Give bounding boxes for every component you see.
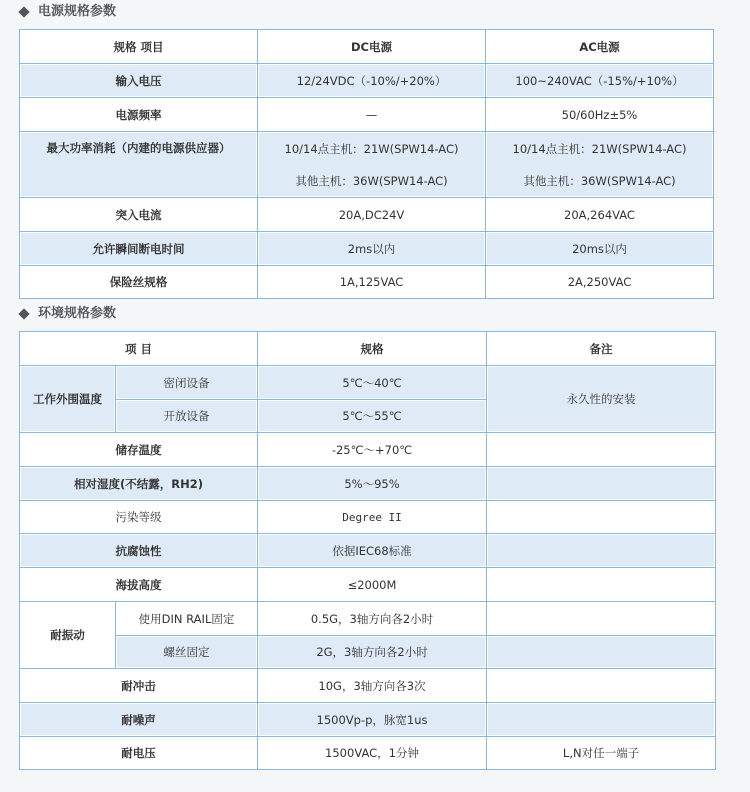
header-cell: 项 目	[20, 332, 258, 366]
table-row	[20, 501, 716, 534]
spec-value: ≤2000M	[258, 568, 487, 602]
sub-label: 密闭设备	[116, 366, 258, 400]
row-label: 最大功率消耗（内建的电源供应器）	[20, 132, 258, 198]
row-label: 工作外围温度	[20, 366, 116, 433]
spec-value: 依据IEC68标准	[258, 534, 487, 568]
ac-value: 50/60Hz±5%	[486, 98, 714, 132]
spec-value: 10G，3轴方向各3次	[258, 669, 487, 703]
table-row	[20, 198, 714, 232]
dc-value: 2ms以内	[258, 232, 486, 266]
env-spec-table	[19, 331, 716, 770]
table-row	[20, 64, 714, 98]
table-row	[20, 602, 716, 636]
spec-value: Degree II	[258, 501, 487, 534]
row-label: 耐噪声	[20, 703, 258, 737]
dc-value: 12/24VDC（-10%/+20%）	[258, 64, 486, 98]
dc-value: 1A,125VAC	[258, 266, 486, 299]
row-label: 海拔高度	[20, 568, 258, 602]
note-value: 永久性的安装	[487, 366, 716, 433]
row-label: 输入电压	[20, 64, 258, 98]
table-row	[20, 703, 716, 737]
header-cell: 规格 项目	[20, 30, 258, 64]
table-row	[20, 568, 716, 602]
row-label: 耐冲击	[20, 669, 258, 703]
row-label: 耐振动	[20, 602, 116, 669]
dc-line: 其他主机：36W(SPW14-AC)	[295, 173, 448, 188]
row-label: 相对湿度(不结露，RH2)	[20, 467, 258, 501]
table-row	[20, 433, 716, 467]
spec-value: 5%～95%	[258, 467, 487, 501]
note-value	[487, 433, 716, 467]
note-value	[487, 669, 716, 703]
power-section-title: 电源规格参数	[20, 2, 116, 22]
dc-value	[258, 132, 486, 198]
table-row	[20, 737, 716, 770]
note-value	[487, 703, 716, 737]
ac-line: 10/14点主机：21W(SPW14-AC)	[512, 141, 687, 156]
row-label: 污染等级	[20, 501, 258, 534]
spec-value: 2G，3轴方向各2小时	[258, 636, 487, 669]
note-value	[487, 568, 716, 602]
ac-value	[486, 132, 714, 198]
note-value	[487, 636, 716, 669]
ac-value: 100~240VAC（-15%/+10%）	[486, 64, 714, 98]
sub-label: 开放设备	[116, 400, 258, 433]
note-value: L,N对任一端子	[487, 737, 716, 770]
note-value	[487, 501, 716, 534]
ac-line: 其他主机：36W(SPW14-AC)	[523, 173, 676, 188]
row-label: 突入电流	[20, 198, 258, 232]
header-cell: 备注	[487, 332, 716, 366]
header-cell: 规格	[258, 332, 487, 366]
table-row	[20, 132, 714, 198]
dc-value: —	[258, 98, 486, 132]
table-row	[20, 232, 714, 266]
sub-label: 螺丝固定	[116, 636, 258, 669]
table-row	[20, 669, 716, 703]
row-label: 储存温度	[20, 433, 258, 467]
sub-label: 使用DIN RAIL固定	[116, 602, 258, 636]
spec-value: 0.5G，3轴方向各2小时	[258, 602, 487, 636]
header-cell: DC电源	[258, 30, 486, 64]
table-row	[20, 534, 716, 568]
row-label: 允许瞬间断电时间	[20, 232, 258, 266]
dc-value: 20A,DC24V	[258, 198, 486, 232]
table-row	[20, 366, 716, 400]
env-section-title: 环境规格参数	[20, 304, 116, 324]
spec-value: -25℃～+70℃	[258, 433, 487, 467]
table-header-row	[20, 30, 714, 64]
power-spec-table	[19, 29, 714, 299]
dc-line: 10/14点主机：21W(SPW14-AC)	[284, 141, 459, 156]
note-value	[487, 602, 716, 636]
row-label: 电源频率	[20, 98, 258, 132]
row-label: 耐电压	[20, 737, 258, 770]
spec-value: 1500VAC，1分钟	[258, 737, 487, 770]
table-row	[20, 266, 714, 299]
note-value	[487, 534, 716, 568]
table-header-row	[20, 332, 716, 366]
spec-value: 5℃～40℃	[258, 366, 487, 400]
header-cell: AC电源	[486, 30, 714, 64]
row-label: 保险丝规格	[20, 266, 258, 299]
table-row	[20, 636, 716, 669]
diamond-bullet-icon	[18, 6, 29, 17]
diamond-bullet-icon	[18, 308, 29, 319]
ac-value: 20A,264VAC	[486, 198, 714, 232]
table-row	[20, 467, 716, 501]
row-label: 抗腐蚀性	[20, 534, 258, 568]
table-row	[20, 98, 714, 132]
ac-value: 20ms以内	[486, 232, 714, 266]
note-value	[487, 467, 716, 501]
spec-value: 1500Vp-p，脉宽1us	[258, 703, 487, 737]
spec-value: 5℃～55℃	[258, 400, 487, 433]
ac-value: 2A,250VAC	[486, 266, 714, 299]
